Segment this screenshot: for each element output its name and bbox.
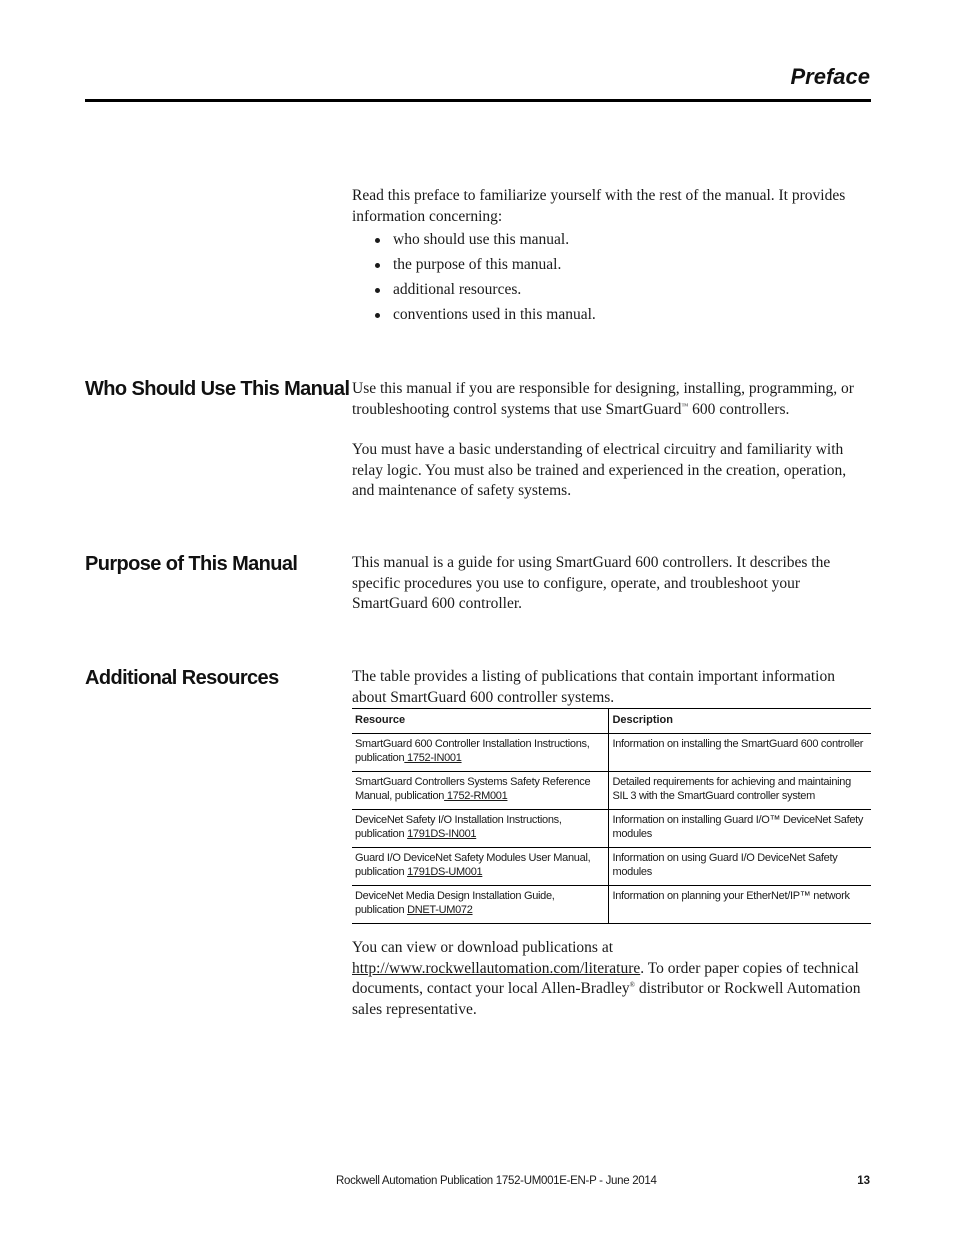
resources-table — [352, 708, 871, 924]
list-item — [372, 280, 596, 305]
literature-link[interactable]: http://www.rockwellautomation.com/literature — [352, 959, 641, 977]
resource-cell: Guard I/O DeviceNet Safety Modules User Manual, publication 1791DS-UM001 — [352, 848, 609, 886]
publication-link[interactable]: DNET-UM072 — [407, 904, 473, 916]
resource-cell: SmartGuard 600 Controller Installation Instructions, publication 1752-IN001 — [352, 734, 609, 772]
publication-link[interactable]: 1791DS-UM001 — [407, 866, 483, 878]
list-item-text: conventions used in this manual. — [393, 306, 596, 323]
section-heading-resources: Additional Resources — [85, 667, 279, 689]
header-rule — [85, 99, 871, 102]
table-row — [352, 848, 871, 886]
column-header-description: Description — [609, 709, 871, 734]
resource-cell: DeviceNet Media Design Installation Guide, publication DNET-UM072 — [352, 886, 609, 924]
table-header-row — [352, 709, 871, 734]
column-header-resource: Resource — [352, 709, 609, 734]
list-item — [372, 305, 596, 330]
section-heading-purpose: Purpose of This Manual — [85, 553, 298, 575]
bullet-icon — [375, 313, 380, 318]
footer-publication: Rockwell Automation Publication 1752-UM001E-EN-P - June 2014 — [336, 1175, 657, 1187]
bullet-icon — [375, 263, 380, 268]
bullet-icon — [375, 238, 380, 243]
intro-bullet-list — [372, 230, 596, 330]
table-row — [352, 886, 871, 924]
table-row — [352, 772, 871, 810]
bullet-icon — [375, 288, 380, 293]
description-cell: Information on using Guard I/O DeviceNet Safety modules — [609, 848, 871, 886]
list-item — [372, 255, 596, 280]
resource-cell: DeviceNet Safety I/O Installation Instructions, publication 1791DS-IN001 — [352, 810, 609, 848]
page-number: 13 — [857, 1175, 870, 1187]
who-paragraph-1: Use this manual if you are responsible for designing, installing, programming, or troubleshooting control systems that use SmartGuard™ 600 controllers. — [352, 380, 854, 418]
publication-link[interactable]: 1752-IN001 — [404, 752, 462, 764]
description-cell: Information on installing Guard I/O™ DeviceNet Safety modules — [609, 810, 871, 848]
section-heading-who: Who Should Use This Manual — [85, 378, 350, 400]
intro-paragraph: Read this preface to familiarize yourself with the rest of the manual. It provides information concerning: — [352, 187, 846, 225]
description-cell: Information on planning your EtherNet/IP™ network — [609, 886, 871, 924]
description-cell: Detailed requirements for achieving and maintaining SIL 3 with the SmartGuard controller system — [609, 772, 871, 810]
resource-cell: SmartGuard Controllers Systems Safety Reference Manual, publication 1752-RM001 — [352, 772, 609, 810]
resources-outro-paragraph: You can view or download publications at http://www.rockwellautomation.com/literature. To order paper copies of technical documents, contact your local Allen-Bradley® distributor or Rockwell Automation sales representative. — [352, 939, 861, 1018]
table-row — [352, 734, 871, 772]
list-item-text: the purpose of this manual. — [393, 256, 562, 273]
publication-link[interactable]: 1752-RM001 — [444, 790, 508, 802]
who-paragraph-2: You must have a basic understanding of electrical circuitry and familiarity with relay logic. You must also be trained and experienced in the creation, operation, and maintenance of safety systems. — [352, 441, 847, 499]
page-header-title: Preface — [790, 64, 870, 89]
list-item-text: who should use this manual. — [393, 231, 570, 248]
table-row — [352, 810, 871, 848]
resources-intro-paragraph: The table provides a listing of publications that contain important information about SmartGuard 600 controller systems. — [352, 668, 835, 706]
description-cell: Information on installing the SmartGuard 600 controller — [609, 734, 871, 772]
publication-link[interactable]: 1791DS-IN001 — [407, 828, 477, 840]
list-item-text: additional resources. — [393, 281, 522, 298]
list-item — [372, 230, 596, 255]
purpose-paragraph: This manual is a guide for using SmartGuard 600 controllers. It describes the specific procedures you use to configure, operate, and troubleshoot your SmartGuard 600 controller. — [352, 554, 831, 612]
